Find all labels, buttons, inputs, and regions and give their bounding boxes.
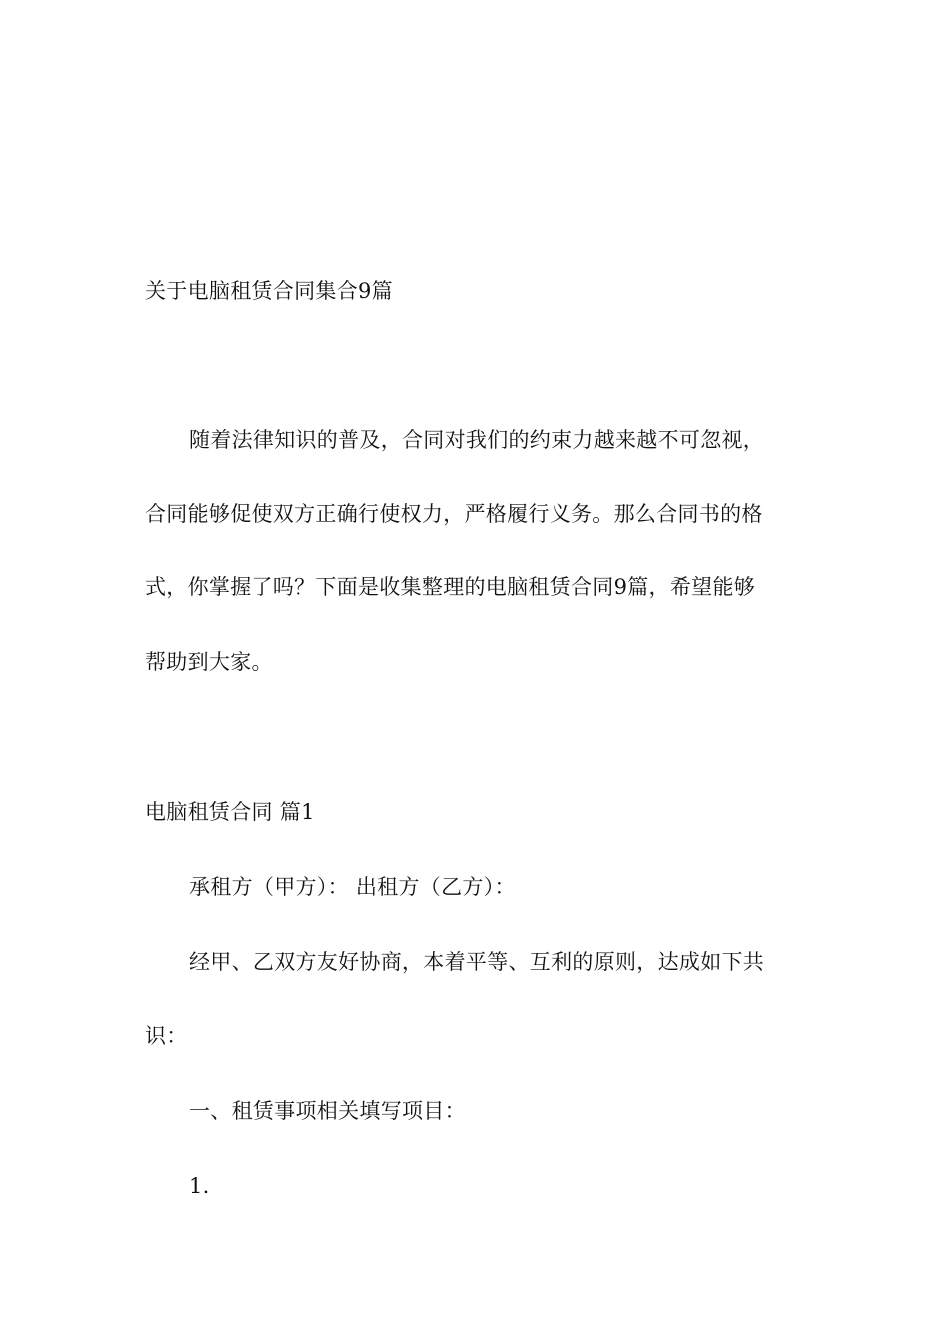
item-number: 1. bbox=[189, 1174, 210, 1198]
consensus-line-1: 经甲、乙双方友好协商，本着平等、互利的原则，达成如下共 bbox=[189, 950, 765, 974]
parties-line: 承租方（甲方）： 出租方（乙方）： bbox=[189, 875, 516, 899]
document-title: 关于电脑租赁合同集合9篇 bbox=[145, 279, 393, 303]
consensus-line-2: 识： bbox=[145, 1024, 188, 1048]
intro-line-1: 随着法律知识的普及，合同对我们的约束力越来越不可忽视， bbox=[189, 428, 765, 452]
section-heading: 电脑租赁合同 篇1 bbox=[145, 800, 315, 824]
intro-line-2: 合同能够促使双方正确行使权力，严格履行义务。那么合同书的格 bbox=[145, 502, 763, 526]
item-heading: 一、租赁事项相关填写项目： bbox=[189, 1099, 466, 1123]
intro-line-4: 帮助到大家。 bbox=[145, 650, 273, 674]
intro-line-3: 式，你掌握了吗？下面是收集整理的电脑租赁合同9篇，希望能够 bbox=[145, 575, 756, 599]
